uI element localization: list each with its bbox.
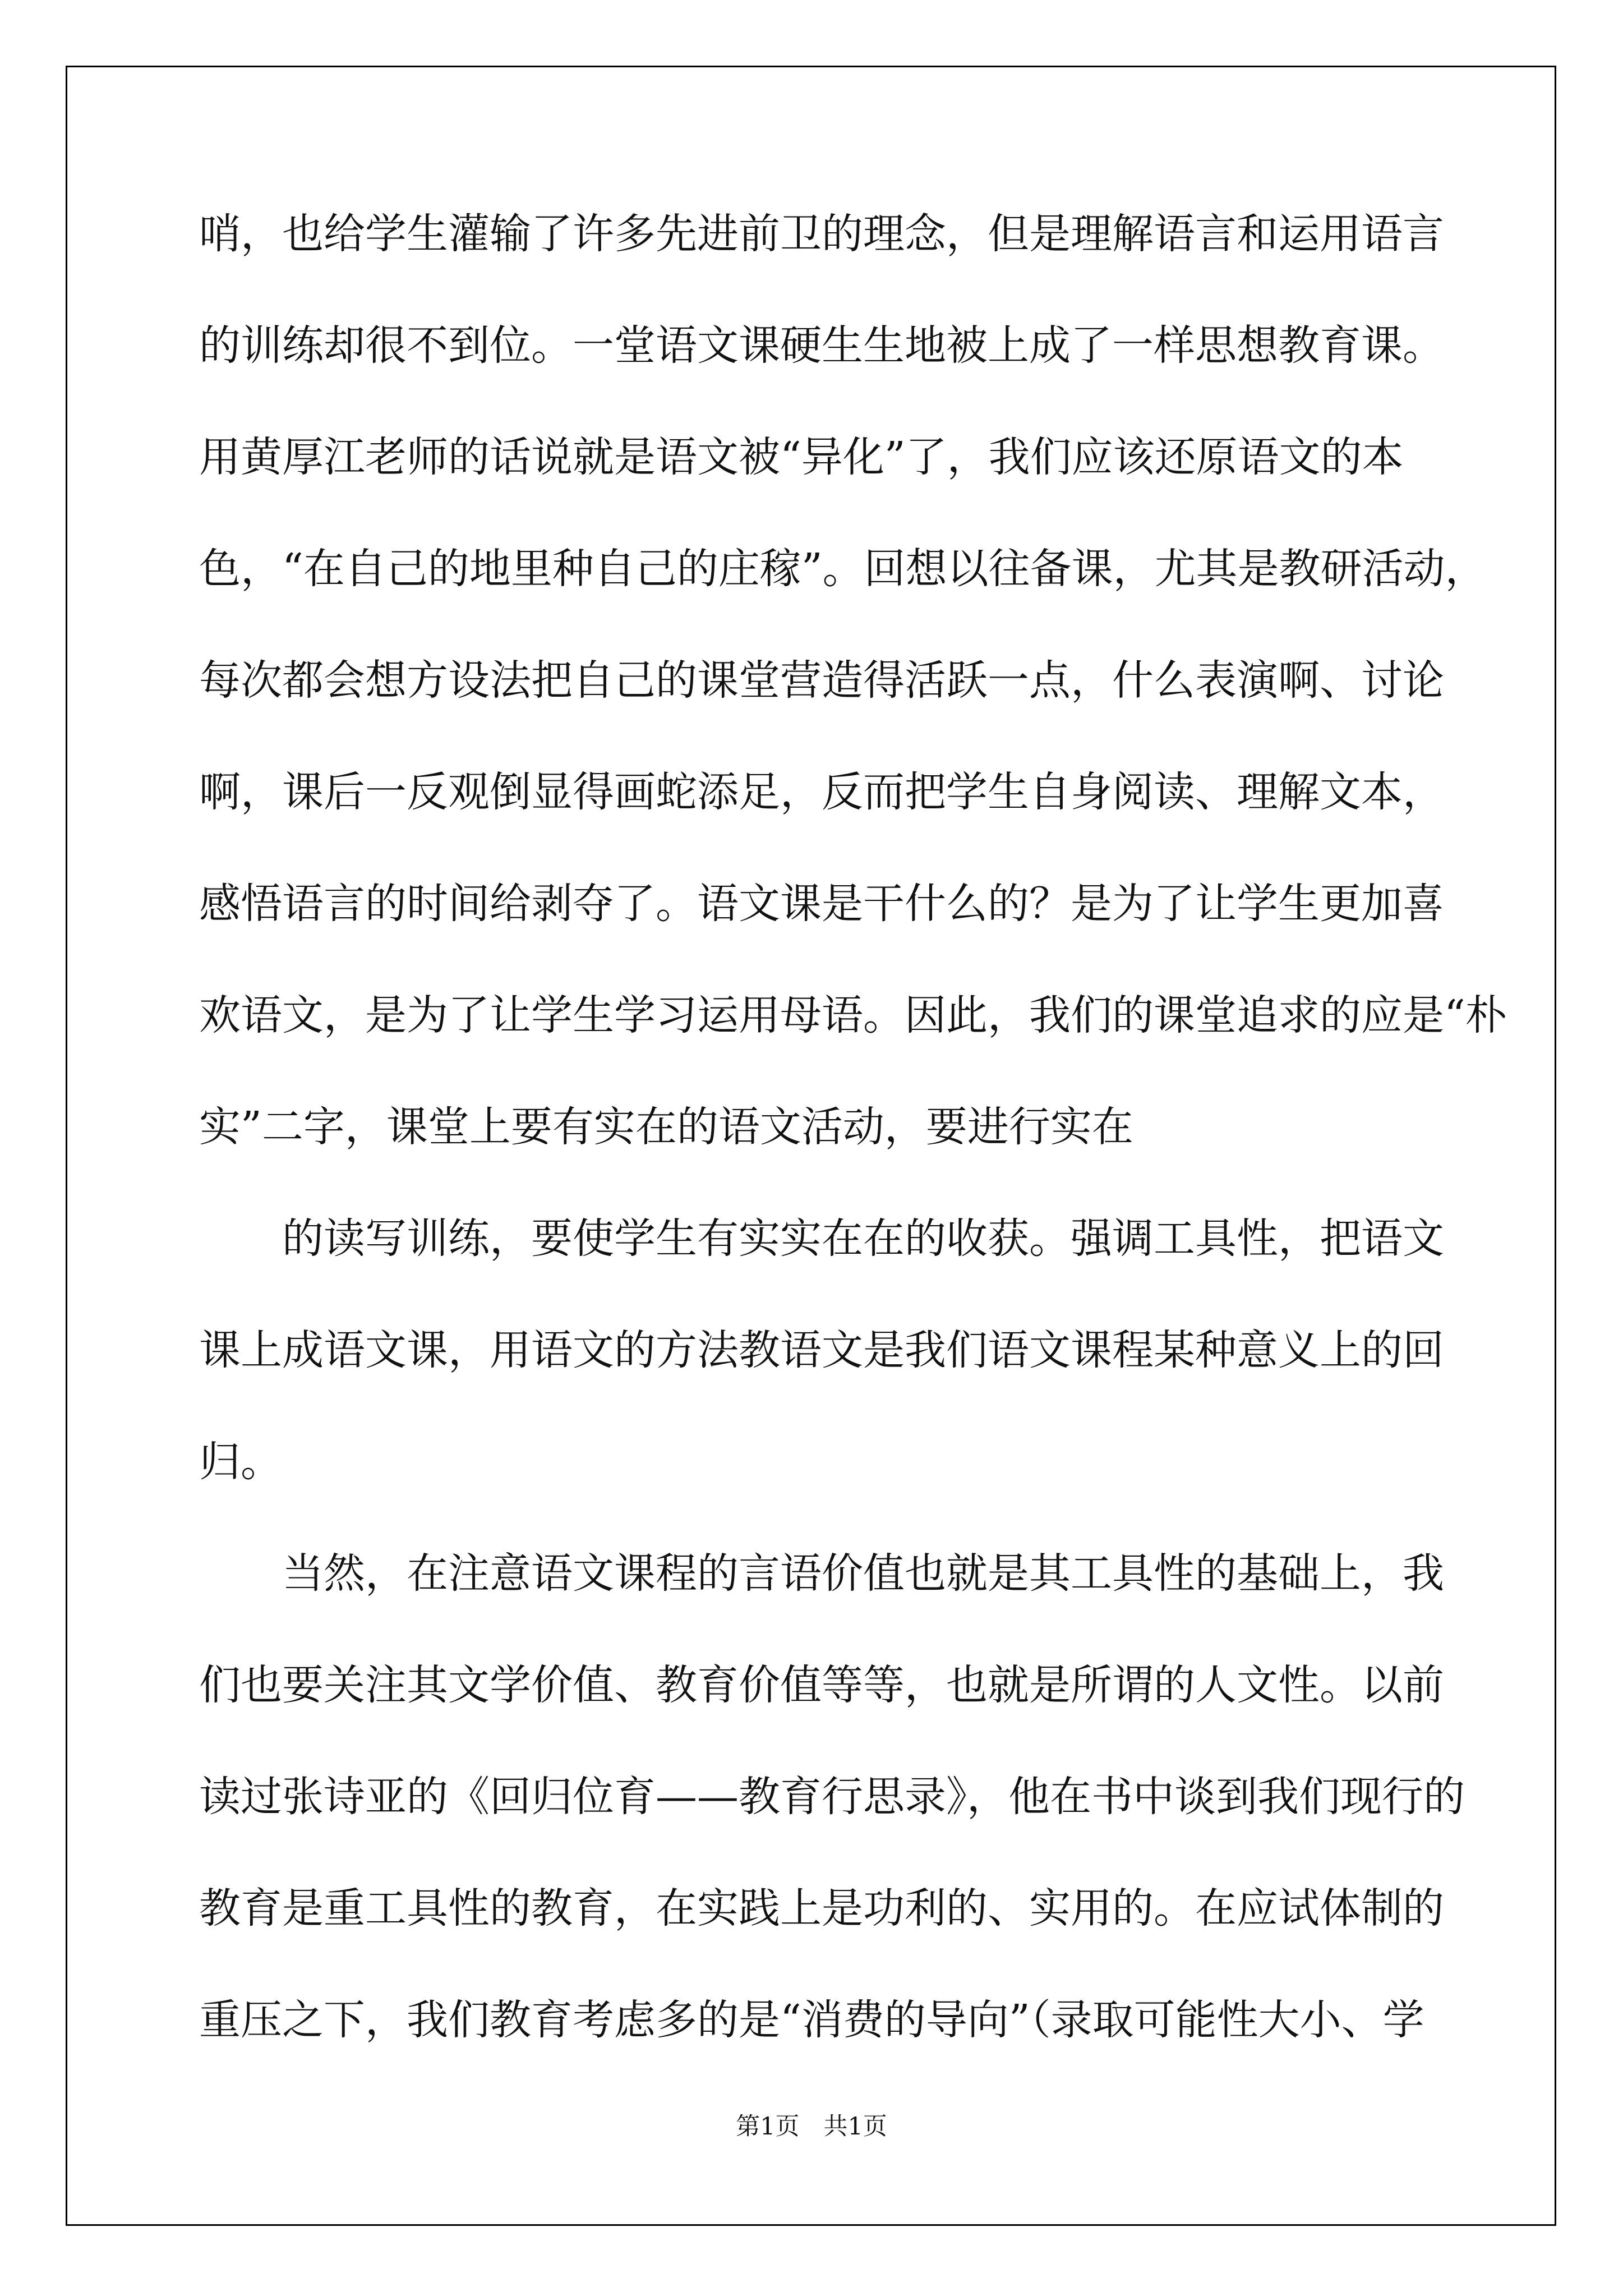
text-line: 每次都会想方设法把自己的课堂营造得活跃一点，什么表演啊、讨论 xyxy=(199,656,1444,705)
text-line: 们也要关注其文学价值、教育价值等等，也就是所谓的人文性。以前 xyxy=(199,1661,1444,1709)
paragraph-first-line: 当然，在注意语文课程的言语价值也就是其工具性的基础上，我 xyxy=(282,1549,1444,1598)
text-line: 归。 xyxy=(199,1438,282,1486)
text-line: 课上成语文课，用语文的方法教语文是我们语文课程某种意义上的回 xyxy=(199,1326,1444,1374)
text-line: 啊，课后一反观倒显得画蛇添足，反而把学生自身阅读、理解文本， xyxy=(199,768,1444,816)
text-line: 实”二字，课堂上要有实在的语文活动，要进行实在 xyxy=(199,1103,1133,1151)
document-body xyxy=(199,210,1507,2111)
text-line: 欢语文，是为了让学生学习运用母语。因此，我们的课堂追求的应是“朴 xyxy=(199,991,1507,1039)
text-line: 色，“在自己的地里种自己的庄稼”。回想以往备课，尤其是教研活动， xyxy=(199,545,1487,593)
paragraph-first-line: 的读写训练，要使学生有实实在在的收获。强调工具性，把语文 xyxy=(282,1214,1444,1263)
text-line: 感悟语言的时间给剥夺了。语文课是干什么的？是为了让学生更加喜 xyxy=(199,880,1444,928)
text-line: 教育是重工具性的教育，在实践上是功利的、实用的。在应试体制的 xyxy=(199,1884,1444,1932)
text-line: 重压之下，我们教育考虑多的是“消费的导向”（录取可能性大小、学 xyxy=(199,1996,1424,2044)
page-number-footer: 第1页 共1页 xyxy=(736,2113,887,2141)
text-line: 的训练却很不到位。一堂语文课硬生生地被上成了一样思想教育课。 xyxy=(199,321,1444,370)
text-line: 哨，也给学生灌输了许多先进前卫的理念，但是理解语言和运用语言 xyxy=(199,210,1444,258)
text-line: 读过张诗亚的《回归位育——教育行思录》，他在书中谈到我们现行的 xyxy=(199,1773,1465,1821)
text-line: 用黄厚江老师的话说就是语文被“异化”了，我们应该还原语文的本 xyxy=(199,433,1404,481)
